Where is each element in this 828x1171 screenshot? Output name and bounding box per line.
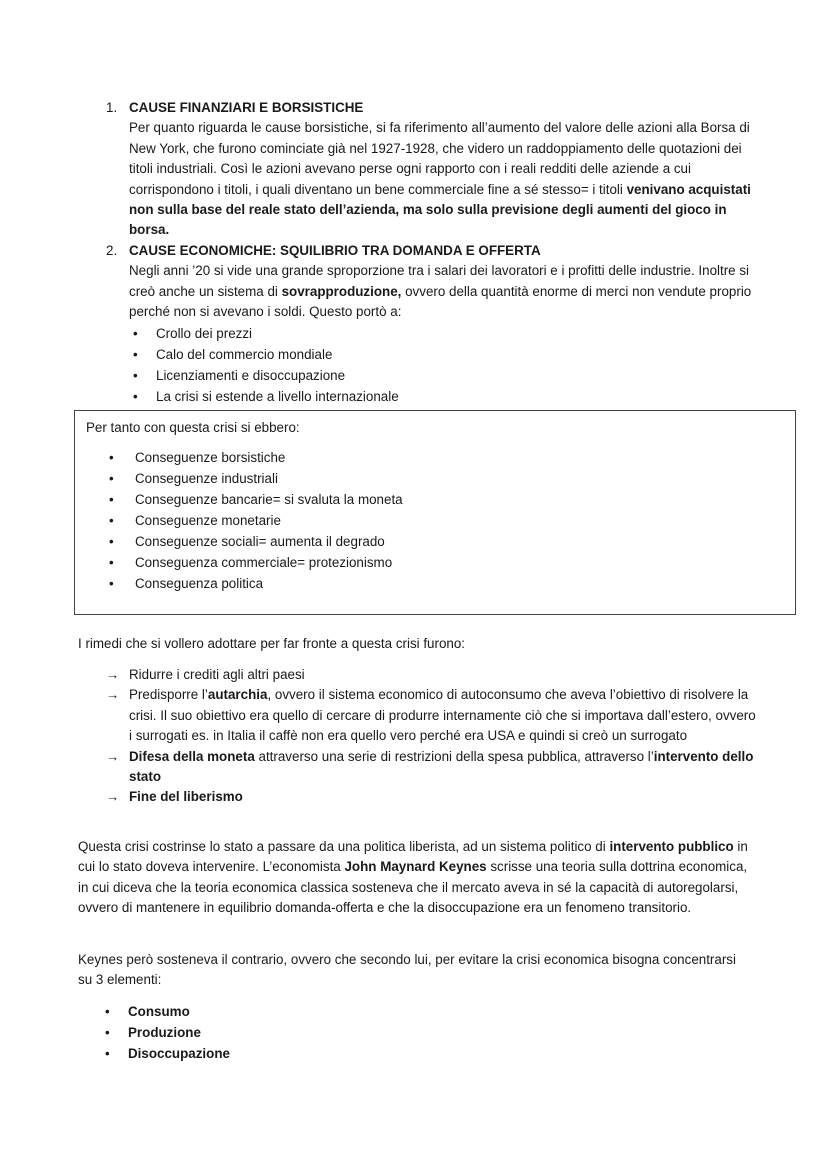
bullet-icon: • <box>109 513 114 528</box>
box-intro: Per tanto con questa crisi si ebbero: <box>86 420 300 435</box>
arrow-icon: → <box>106 667 120 682</box>
bullet-icon: • <box>133 367 138 383</box>
remedy-text-bold: Difesa della moneta <box>129 748 255 764</box>
section-text-part: Negli anni ’20 si vide una grande sproporzione tra i salari dei lavoratori e i profitti delle industrie. Inoltre si creò anche un sistema di <box>129 263 750 299</box>
bullet-icon: • <box>109 534 114 549</box>
list-item <box>109 468 403 489</box>
remedy-text-bold: intervento dello stato <box>129 748 754 785</box>
bullet-icon: • <box>133 388 138 404</box>
list-item <box>78 1043 230 1064</box>
list-item <box>109 510 403 531</box>
section-text-part: Per quanto riguarda le cause borsistiche, si fa riferimento all’aumento del valore delle azioni alla Borsa di New York, che furono cominciate già nel 1927-1928, che videro un raddoppiamento delle quotazioni dei titoli industriali. Così le azioni avevano perse ogni rapporto con i reali redditi delle aziende a cui corrispondono i titoli, i quali diventano un bene commerciale fine a sé stesso= i titoli <box>129 120 750 197</box>
list-item <box>133 365 756 386</box>
list-item-text: Conseguenza commerciale= protezionismo <box>135 555 393 570</box>
section-text <box>129 118 756 240</box>
list-item-text: Disoccupazione <box>128 1046 230 1061</box>
section-economic-causes <box>106 241 756 407</box>
bullet-icon: • <box>109 555 114 570</box>
list-item-text: Conseguenze industriali <box>135 471 278 486</box>
list-item <box>133 386 756 407</box>
bullet-icon: • <box>105 1004 110 1019</box>
section-text-bold: sovrapproduzione, <box>281 283 402 299</box>
remedy-item <box>106 747 756 788</box>
keynes-paragraph <box>78 837 750 919</box>
bullet-icon: • <box>109 492 114 507</box>
list-item-text: Calo del commercio mondiale <box>156 346 333 362</box>
list-item-text: La crisi si estende a livello internazionale <box>156 388 399 404</box>
list-item-text: Crollo dei prezzi <box>156 325 253 341</box>
consequences-list <box>109 447 403 594</box>
remedy-item <box>106 665 756 685</box>
section-text-bold: venivano acquistati non sulla base del reale stato dell’azienda, ma solo sulla previsione degli aumenti del gioco in borsa. <box>129 181 751 238</box>
paragraph-text-bold: intervento pubblico <box>609 839 734 854</box>
list-item <box>78 1022 230 1043</box>
keynes-contrary-paragraph: Keynes però sosteneva il contrario, ovvero che secondo lui, per evitare la crisi economica bisogna concentrarsi su 3 elementi: <box>78 952 736 988</box>
section-financial-causes <box>106 98 756 241</box>
list-item <box>109 573 403 594</box>
remedy-text: attraverso una serie di restrizioni della spesa pubblica, attraverso l’ <box>254 748 654 764</box>
paragraph-text-bold: John Maynard Keynes <box>344 859 487 875</box>
list-item-text: Conseguenza politica <box>135 576 264 591</box>
list-item-text: Conseguenze borsistiche <box>135 450 286 465</box>
remedies-intro: I rimedi che si vollero adottare per far fronte a questa crisi furono: <box>78 636 466 651</box>
paragraph-text: scrisse una teoria sulla dottrina economica, in cui diceva che la teoria economica classica sosteneva che il mercato aveva in sé la capacità di autoregolarsi, ovvero di mantenere in equilibrio domanda-offerta e che la disoccupazione era un fenomeno transitorio. <box>78 859 748 916</box>
remedy-text-bold: autarchia <box>207 687 268 703</box>
remedy-text: , ovvero il sistema economico di autoconsumo che aveva l’obiettivo di risolvere la crisi. Il suo obiettivo era quello di cercare di produrre internamente ciò che si importava dall’estero, ovvero i surrogati es. in Italia il caffè non era quello vero perché era USA e quindi si creò un surrogato <box>129 687 756 744</box>
paragraph-text: in cui lo stato doveva intervenire. L’economista <box>78 839 748 875</box>
list-item <box>109 552 403 573</box>
effects-list <box>133 323 756 407</box>
list-item <box>133 344 756 365</box>
list-item-text: Licenziamenti e disoccupazione <box>156 367 346 383</box>
section-text-part: ovvero della quantità enorme di merci non vendute proprio perché non si avevano i soldi. Questo portò a: <box>129 283 752 320</box>
bullet-icon: • <box>109 576 114 591</box>
elements-list <box>78 1001 230 1064</box>
paragraph-text: Questa crisi costrinse lo stato a passare da una politica liberista, ad un sistema politico di <box>78 839 610 854</box>
section-number: 2. <box>106 243 118 258</box>
bullet-icon: • <box>105 1046 110 1061</box>
list-item-text: Conseguenze monetarie <box>135 513 281 528</box>
bullet-icon: • <box>109 450 114 465</box>
bullet-icon: • <box>133 325 138 341</box>
section-number: 1. <box>106 100 118 115</box>
list-item-text: Produzione <box>128 1025 201 1040</box>
remedy-item <box>106 685 756 746</box>
arrow-icon: → <box>106 748 120 764</box>
remedy-text: Predisporre l’ <box>129 687 208 703</box>
remedy-item <box>106 787 756 807</box>
list-item <box>109 447 403 468</box>
remedy-text-bold: Fine del liberismo <box>129 789 243 805</box>
bullet-icon: • <box>109 471 114 486</box>
list-item <box>109 531 403 552</box>
list-item <box>78 1001 230 1022</box>
bullet-icon: • <box>105 1025 110 1040</box>
arrow-icon: → <box>106 789 120 805</box>
arrow-icon: → <box>106 687 120 703</box>
remedies-list <box>106 665 756 808</box>
remedy-text: Ridurre i crediti agli altri paesi <box>129 667 305 682</box>
list-item-text: Conseguenze bancarie= si svaluta la moneta <box>135 492 403 507</box>
section-heading: CAUSE FINANZIARI E BORSISTICHE <box>129 100 364 115</box>
section-text <box>129 261 756 322</box>
consequences-box <box>74 410 796 615</box>
list-item-text: Consumo <box>128 1004 190 1019</box>
list-item-text: Conseguenze sociali= aumenta il degrado <box>135 534 385 549</box>
bullet-icon: • <box>133 346 138 362</box>
section-heading: CAUSE ECONOMICHE: SQUILIBRIO TRA DOMANDA E OFFERTA <box>129 243 541 258</box>
list-item <box>109 489 403 510</box>
list-item <box>133 323 756 344</box>
